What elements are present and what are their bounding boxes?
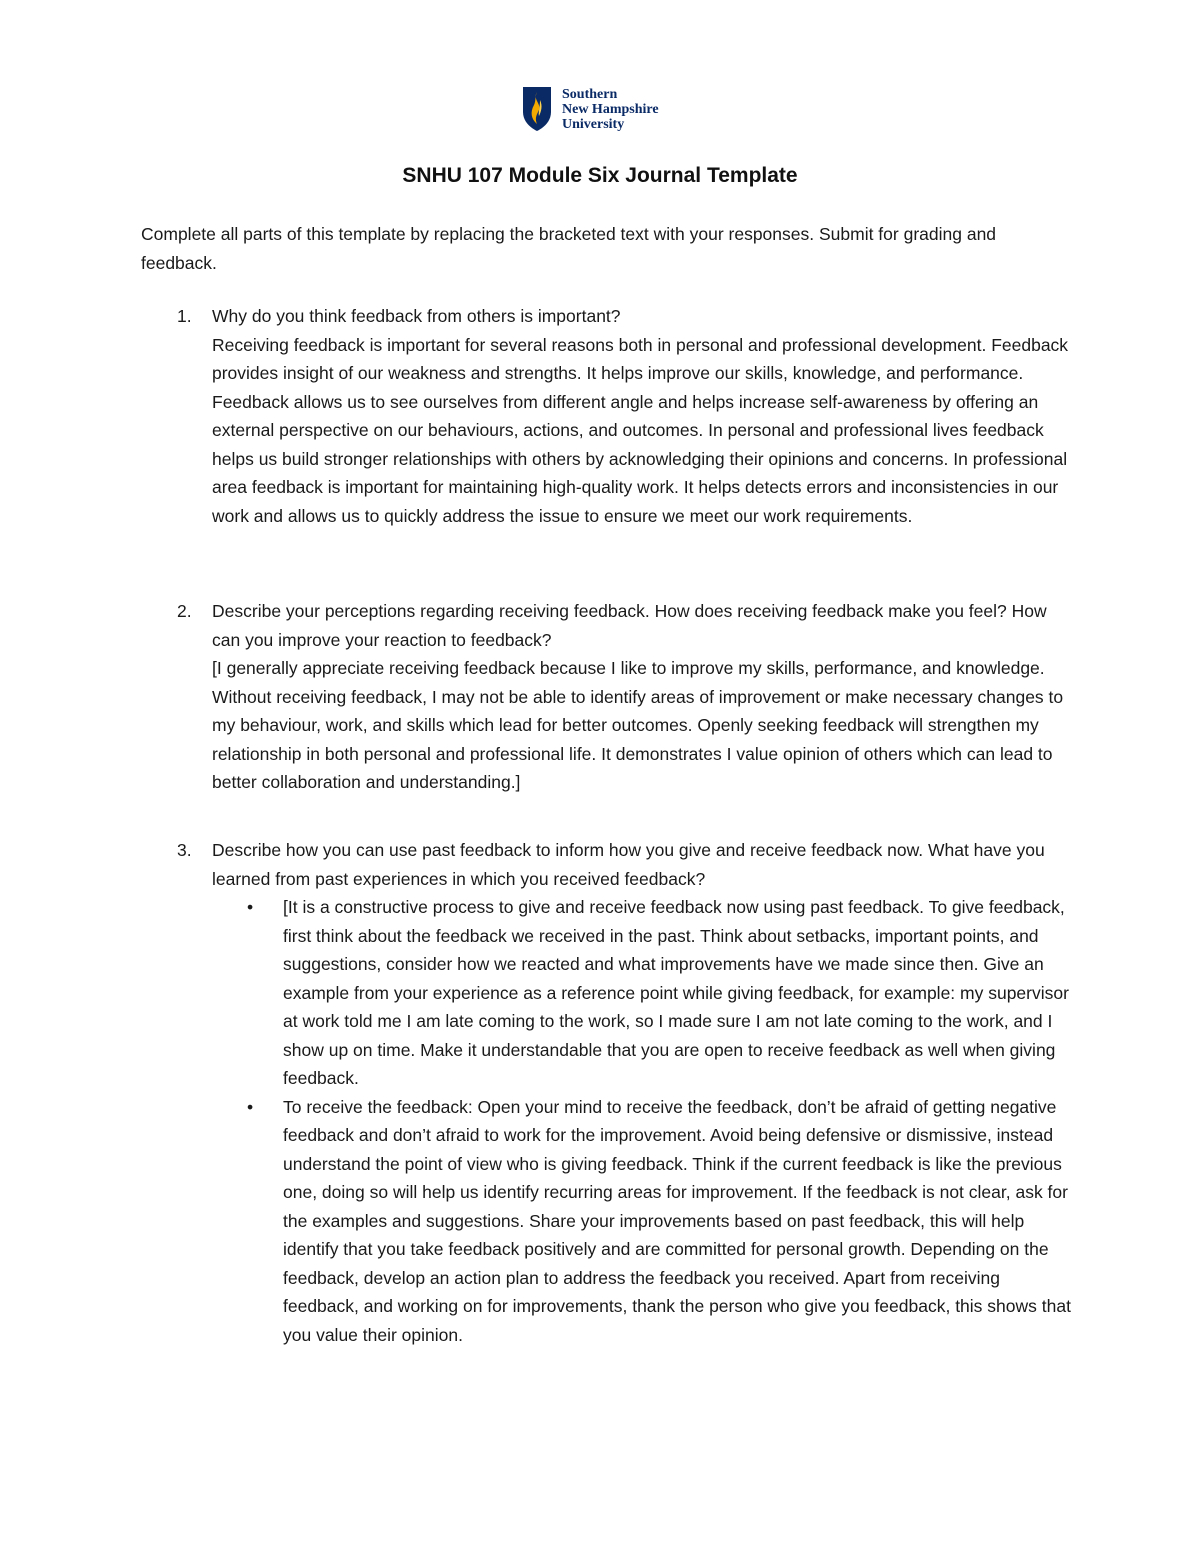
question-number: 3. <box>177 840 192 860</box>
university-logo <box>522 84 659 134</box>
logo-line-1: Southern <box>562 86 618 102</box>
question-number: 2. <box>177 601 192 621</box>
page-title: SNHU 107 Module Six Journal Template <box>402 164 798 187</box>
question-prompt: Describe how you can use past feedback to inform how you give and receive feedback now. What have you learned from past experiences in which you received feedback? <box>212 840 1045 889</box>
bullet-text: [It is a constructive process to give and receive feedback now using past feedback. To give feedback, first think about the feedback we received in the past. Think about setbacks, important points, and suggestions, consider how we reacted and what improvements have we made since then. Give an example from your experience as a reference point while giving feedback, for example: my supervisor at work told me I am late coming to the work, so I made sure I am not late coming to the work, and I show up on time. Make it understandable that you are open to receive feedback as well when giving feedback. <box>283 897 1069 1088</box>
question-answer: Receiving feedback is important for several reasons both in personal and professional development. Feedback provides insight of our weakness and strengths. It helps improve our skills, knowledge, and performance. Feedback allows us to see ourselves from different angle and helps increase self-awareness by offering an external perspective on our behaviours, actions, and outcomes. In personal and professional lives feedback helps us build stronger relationships with others by acknowledging their opinions and concerns. In professional area feedback is important for maintaining high-quality work. It helps detects errors and inconsistencies in our work and allows us to quickly address the issue to ensure we meet our work requirements. <box>212 334 1069 526</box>
list-item <box>247 1093 1071 1350</box>
logo-line-2: New Hampshire <box>562 101 659 117</box>
logo-line-3: University <box>562 116 625 132</box>
intro-paragraph: Complete all parts of this template by replacing the bracketed text with your responses. Submit for grading and feedback. <box>141 224 997 273</box>
list-item <box>247 893 1071 1093</box>
question-number: 1. <box>177 306 192 326</box>
question-answer: [I generally appreciate receiving feedback because I like to improve my skills, performance, and knowledge. Without receiving feedback, I may not be able to identify areas of improvement or make necessary changes to my behaviour, work, and skills which lead for better outcomes. Openly seeking feedback will strengthen my relationship in both personal and professional life. It demonstrates I value opinion of others which can lead to better collaboration and understanding.] <box>212 658 1064 792</box>
question-prompt: Describe your perceptions regarding receiving feedback. How does receiving feedback make you feel? How can you improve your reaction to feedback? <box>212 601 1047 650</box>
bullet-text: To receive the feedback: Open your mind to receive the feedback, don’t be afraid of getting negative feedback and don’t afraid to work for the improvement. Avoid being defensive or dismissive, instead understand the point of view who is giving feedback. Think if the current feedback is like the previous one, doing so will help us identify recurring areas for improvement. If the feedback is not clear, ask for the examples and suggestions. Share your improvements based on past feedback, this will help identify that you take feedback positively and are committed for personal growth. Depending on the feedback, develop an action plan to address the feedback you received. Apart from receiving feedback, and working on for improvements, thank the person who give you feedback, this shows that you value their opinion. <box>283 1096 1071 1345</box>
question-1 <box>141 302 1071 530</box>
answer-bullet-list <box>212 893 1071 1349</box>
question-2 <box>141 597 1071 797</box>
bullet-icon: • <box>247 1096 254 1117</box>
shield-flame-icon <box>522 86 552 132</box>
question-3 <box>141 836 1071 1349</box>
question-prompt: Why do you think feedback from others is important? <box>212 306 621 326</box>
logo-wordmark <box>562 87 659 132</box>
bullet-icon: • <box>247 897 254 917</box>
